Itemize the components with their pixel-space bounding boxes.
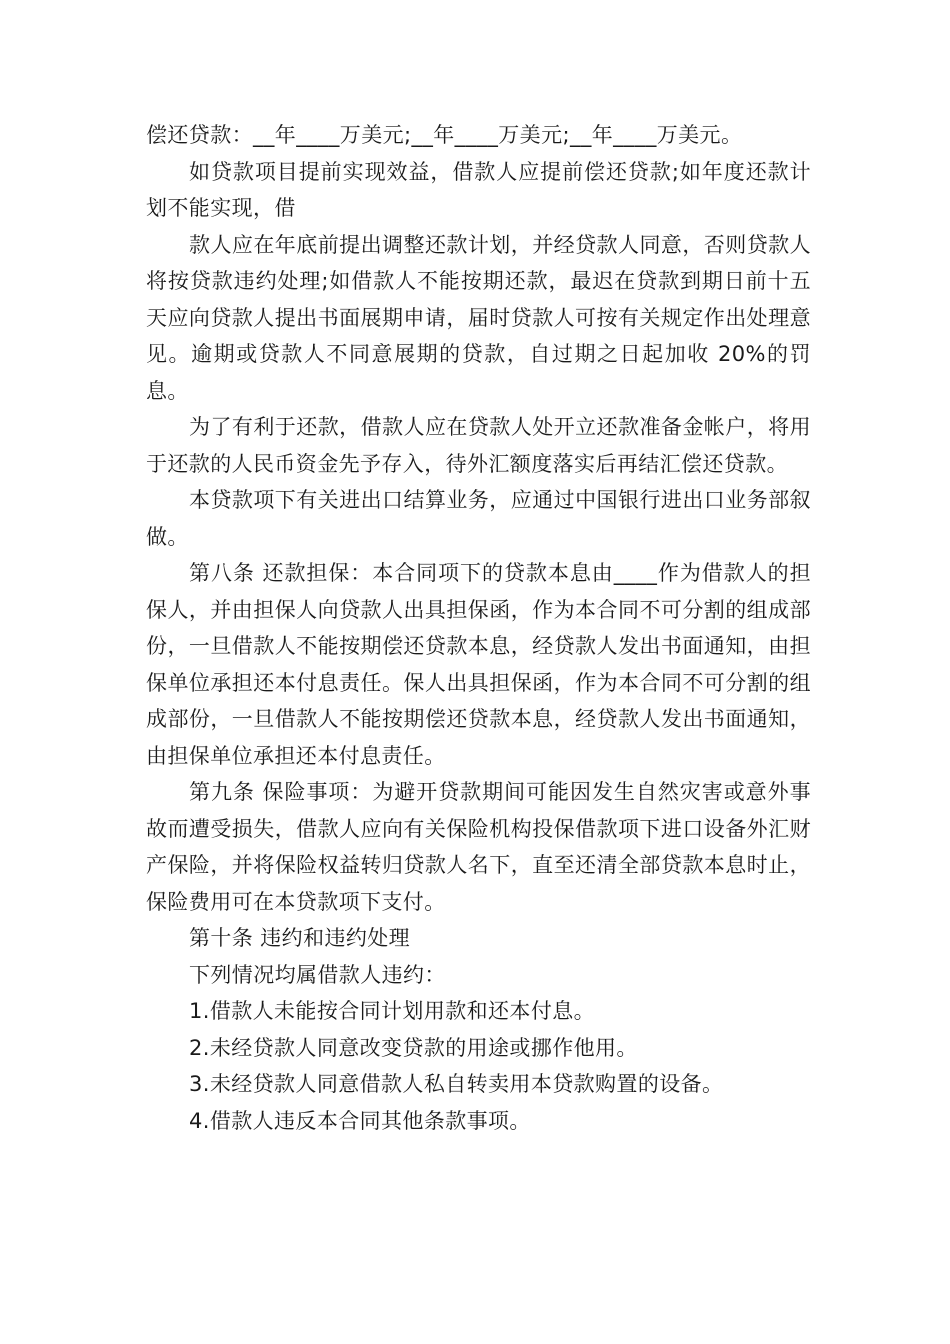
article-10-heading: 第十条 违约和违约处理	[189, 926, 411, 950]
default-list-item: 1.借款人未能按合同计划用款和还本付息。	[189, 999, 596, 1023]
paragraph-early-repayment: 如贷款项目提前实现效益，借款人应提前偿还贷款;如年度还款计划不能实现，借	[146, 159, 811, 220]
article-9-insurance: 第九条 保险事项：为避开贷款期间可能因发生自然灾害或意外事故而遭受损失，借款人应向有关保险机构投保借款项下进口设备外汇财产保险，并将保险权益转归贷款人名下，直至还清全部贷款本息时止，保险费用可在本贷款项下支付。	[146, 780, 811, 914]
paragraph-adjustment-and-extension: 款人应在年底前提出调整还款计划，并经贷款人同意，否则贷款人将按贷款违约处理;如借款人不能按期还款，最迟在贷款到期日前十五天应向贷款人提出书面展期申请，届时贷款人可按有关规定作出处理意见。逾期或贷款人不同意展期的贷款，自过期之日起加收 20%的罚息。	[146, 232, 811, 403]
paragraph-settlement-business: 本贷款项下有关进出口结算业务，应通过中国银行进出口业务部叙做。	[146, 488, 811, 549]
paragraph-reserve-account: 为了有利于还款，借款人应在贷款人处开立还款准备金帐户，将用于还款的人民币资金先予存入，待外汇额度落实后再结汇偿还贷款。	[146, 415, 811, 476]
default-list-item: 3.未经贷款人同意借款人私自转卖用本贷款购置的设备。	[189, 1072, 724, 1096]
paragraph-repayment-schedule: 偿还贷款：__年____万美元;__年____万美元;__年____万美元。	[146, 123, 743, 147]
default-list-item: 2.未经贷款人同意改变贷款的用途或挪作他用。	[189, 1035, 638, 1060]
default-list-intro: 下列情况均属借款人违约：	[189, 962, 446, 987]
article-8-repayment-guarantee: 第八条 还款担保：本合同项下的贷款本息由____作为借款人的担保人，并由担保人向贷款人出具担保函，作为本合同不可分割的组成部份，一旦借款人不能按期偿还贷款本息，经贷款人发出书面通知，由担保单位承担还本付息责任。保人出具担保函，作为本合同不可分割的组成部份，一旦借款人不能按期偿还贷款本息，经贷款人发出书面通知，由担保单位承担还本付息责任。	[146, 561, 811, 768]
document-body	[146, 117, 811, 1139]
default-list-item: 4.借款人违反本合同其他条款事项。	[189, 1108, 531, 1133]
